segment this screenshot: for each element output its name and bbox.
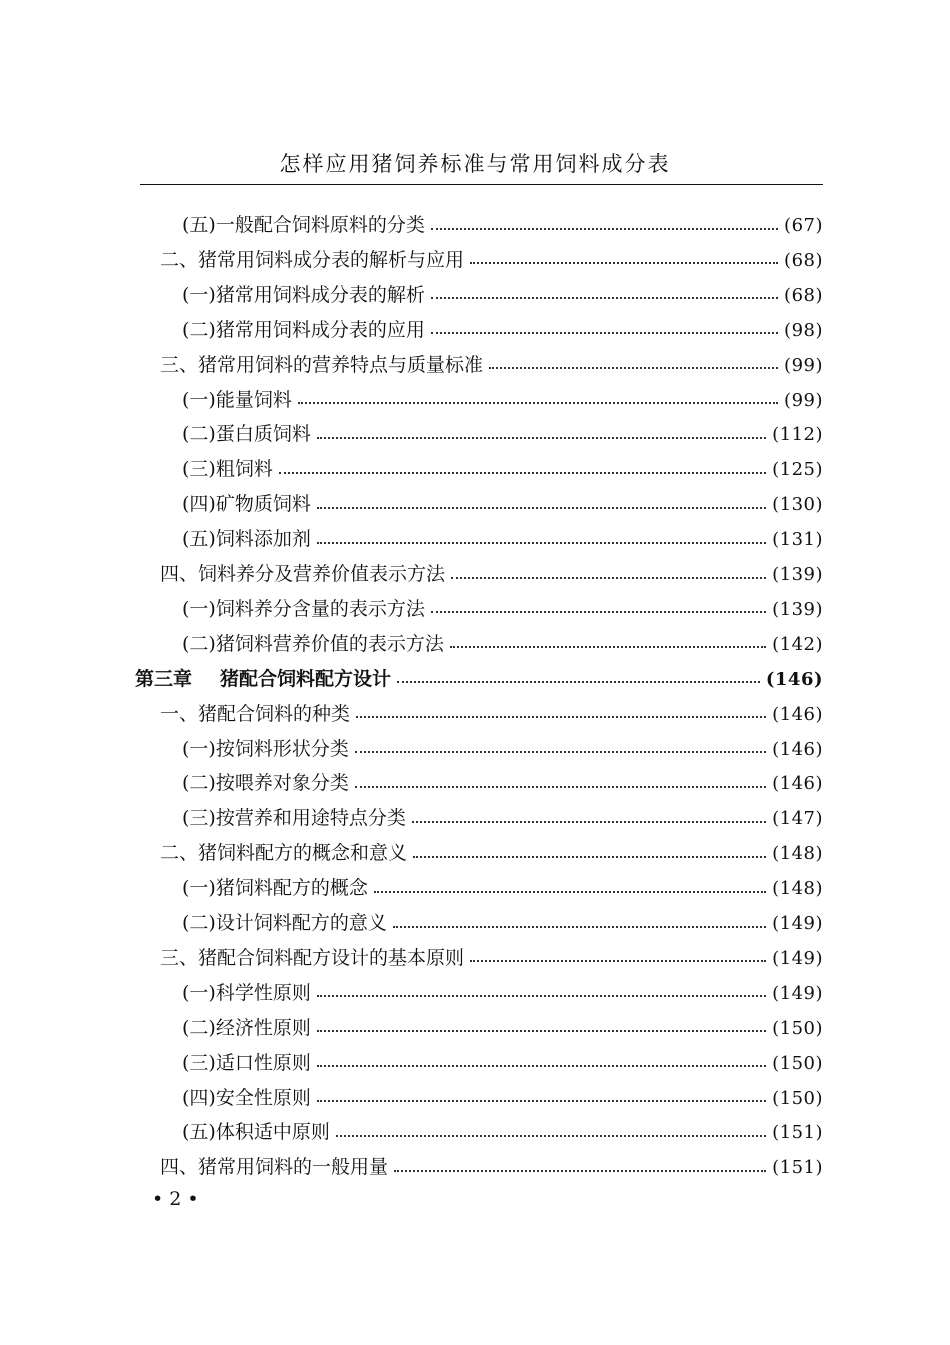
toc-entry-title: (一)按饲料形状分类 [182,737,349,760]
toc-subsection-entry [182,976,823,1011]
toc-page-number: (150) [772,1017,823,1039]
toc-page-number: (147) [772,808,823,830]
toc-leader-dots [317,542,766,544]
toc-page-number: (146) [772,738,823,760]
toc-page-number: (99) [784,354,823,376]
toc-section-entry [160,836,823,871]
toc-subsection-entry [182,1115,823,1150]
toc-leader-dots [298,402,778,404]
toc-leader-dots [412,821,766,823]
toc-leader-dots [394,1170,766,1172]
toc-leader-dots [431,228,778,230]
toc-chapter-entry [135,662,823,697]
running-header-title: 怎样应用猪饲养标准与常用饲料成分表 [279,152,671,176]
toc-entry-title: 二、猪饲料配方的概念和意义 [160,842,408,865]
toc-page-number: (99) [784,389,823,411]
toc-page-number: (112) [772,424,823,446]
toc-section-entry [160,243,823,278]
toc-section-entry [160,1150,823,1185]
page-number: • 2 • [152,1188,199,1210]
toc-leader-dots [450,646,766,648]
toc-entry-title: (一)猪饲料配方的概念 [182,877,368,900]
toc-page-number: (68) [784,249,823,271]
toc-entry-title: (四)矿物质饲料 [182,493,311,516]
toc-page-number: (98) [784,319,823,341]
toc-leader-dots [413,856,766,858]
toc-page-number: (146) [772,773,823,795]
toc-leader-dots [397,681,760,683]
toc-entry-title: (一)科学性原则 [182,981,311,1004]
toc-page-number: (139) [772,598,823,620]
toc-entry-title: 三、猪配合饲料配方设计的基本原则 [160,946,465,969]
toc-leader-dots [317,507,766,509]
toc-page-number: (150) [772,1087,823,1109]
toc-page-number: (146) [765,668,823,690]
toc-entry-title: (五)饲料添加剂 [182,528,311,551]
header-rule [140,184,823,185]
toc-subsection-entry [182,1081,823,1116]
toc-entry-title: (三)按营养和用途特点分类 [182,807,406,830]
toc-leader-dots [317,1065,766,1067]
toc-page-number: (148) [772,878,823,900]
toc-entry-title: (三)适口性原则 [182,1051,311,1074]
toc-entry-title: (五)体积适中原则 [182,1121,330,1144]
toc-leader-dots [431,332,778,334]
toc-leader-dots [451,577,766,579]
toc-leader-dots [393,926,766,928]
toc-page-number: (149) [772,913,823,934]
toc-page-number: (146) [772,703,823,725]
toc-entry-title: (二)经济性原则 [182,1016,311,1039]
toc-leader-dots [431,297,778,299]
toc-entry-title: 三、猪常用饲料的营养特点与质量标准 [160,353,484,376]
toc-leader-dots [356,716,766,718]
toc-entry-title: (三)粗饲料 [182,458,273,481]
toc-chapter-title: 猪配合饲料配方设计 [220,667,392,690]
toc-subsection-entry [182,906,823,941]
toc-page-number: (68) [784,284,823,306]
toc-leader-dots [470,262,778,264]
toc-leader-dots [355,786,766,788]
toc-entry-title: (二)按喂养对象分类 [182,772,349,795]
toc-entry-title [135,662,391,697]
toc-subsection-entry [182,732,823,767]
toc-entry-title: 四、猪常用饲料的一般用量 [160,1156,389,1179]
toc-subsection-entry [182,592,823,627]
toc-leader-dots [317,1030,766,1032]
toc-section-entry [160,697,823,732]
toc-subsection-entry [182,278,823,313]
toc-section-entry [160,941,823,976]
toc-subsection-entry [182,522,823,557]
toc-subsection-entry [182,417,823,452]
toc-section-entry [160,557,823,592]
toc-entry-title: 一、猪配合饲料的种类 [160,702,351,725]
toc-entry-title: (一)猪常用饲料成分表的解析 [182,283,425,306]
toc-subsection-entry [182,208,823,243]
toc-subsection-entry [182,487,823,522]
toc-page-number: (149) [772,947,823,969]
toc-page-number: (67) [784,215,823,236]
toc-chapter-number: 第三章 [135,667,193,690]
toc-subsection-entry [182,1011,823,1046]
toc-entry-title: 二、猪常用饲料成分表的解析与应用 [160,248,465,271]
toc-page-number: (142) [772,633,823,655]
toc-page-number: (150) [772,1052,823,1074]
toc-leader-dots [374,891,766,893]
toc-entry-title: (二)猪常用饲料成分表的应用 [182,318,425,341]
toc-leader-dots [355,751,766,753]
toc-entry-title: (二)设计饲料配方的意义 [182,912,387,934]
toc-leader-dots [431,611,766,613]
toc-page-number: (148) [772,843,823,865]
toc-entry-title: (五)一般配合饲料原料的分类 [182,214,425,236]
toc-entry-title: (二)猪饲料营养价值的表示方法 [182,632,444,655]
toc-page-number: (130) [772,494,823,516]
toc-entry-title: (二)蛋白质饲料 [182,423,311,446]
toc-leader-dots [317,437,766,439]
toc-subsection-entry [182,627,823,662]
toc-subsection-entry [182,383,823,418]
toc-leader-dots [336,1135,766,1137]
toc-subsection-entry [182,313,823,348]
toc-page-number: (149) [772,982,823,1004]
toc-subsection-entry [182,801,823,836]
toc-page-number: (125) [772,459,823,481]
toc-entry-title: (一)能量饲料 [182,388,292,411]
toc-page-number: (131) [772,529,823,551]
toc-section-entry [160,348,823,383]
toc-page-number: (151) [772,1157,823,1179]
toc-page-number: (151) [772,1122,823,1144]
toc-leader-dots [470,960,766,962]
toc-entry-title: (四)安全性原则 [182,1086,311,1109]
toc-leader-dots [279,472,766,474]
toc-subsection-entry [182,1046,823,1081]
toc-entry-title: (一)饲料养分含量的表示方法 [182,597,425,620]
toc-entry-title: 四、饲料养分及营养价值表示方法 [160,563,446,585]
toc-subsection-entry [182,871,823,906]
toc-leader-dots [489,367,778,369]
toc-subsection-entry [182,766,823,801]
toc-subsection-entry [182,452,823,487]
toc-leader-dots [317,995,766,997]
toc-leader-dots [317,1100,766,1102]
toc-page-number: (139) [772,564,823,585]
